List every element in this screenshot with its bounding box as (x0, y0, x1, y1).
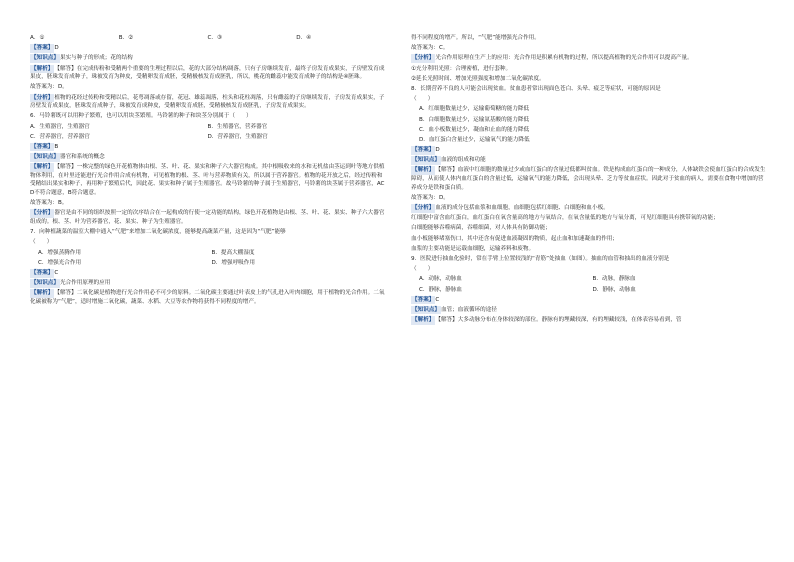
option-item: D．④ (296, 35, 312, 41)
answer-block (30, 153, 385, 162)
option-item: B．生殖器官，营养器官 (207, 123, 268, 130)
section-text: 血液的成分包括血浆和血细胞，血细胞包括红细胞、白细胞和血小板。 (435, 205, 609, 211)
section-text: 血管；血液循环的途径 (440, 306, 497, 313)
option-row (30, 123, 385, 132)
text-line: （ ） (30, 239, 53, 246)
section-text: 植物的花经过传粉和受精以后，花萼凋落或存留，花冠、雄蕊凋落，柱头和花柱凋落，只有雌蕊的子房继续发育，子房发育成果实，子房壁发育成果皮，胚珠发育成种子，珠被发育成种皮，受精卵发育成胚，受精极核发育成胚乳，子房发育成果实。 (30, 94, 385, 110)
answer-block (411, 306, 766, 315)
answer-block (411, 156, 766, 165)
answer-block (411, 146, 766, 155)
section-text: 器官是由不同的组织按照一定的次序结合在一起构成的行使一定功能的结构，绿色开花植物是由根、茎、叶、花、果实、种子六大器官组成的。根、茎、叶为营养器官，花、果实、种子为生殖器官。 (30, 210, 385, 225)
answer-block (30, 94, 385, 111)
section-text: B (54, 143, 59, 150)
option-item: A．增强蒸腾作用 (38, 249, 81, 256)
section-tag: 【分析】 (31, 94, 54, 101)
right-column (411, 34, 766, 562)
option-item: D．静脉，动脉血 (592, 286, 636, 293)
option-item: A．生殖器官，生殖器官 (30, 123, 90, 130)
section-text: 【解答】血液中红细胞的数量过少或血红蛋白的含量过低都叫贫血。铁是构成血红蛋白的一种成分，人体缺铁会使血红蛋白的合成发生障碍，从而使人体内血红蛋白的含量过低，运输氧气的能力降低，会出现头晕、乏力等贫血症状。因此对于贫血的病人，需要在食物中增加的营养成分是铁和蛋白质。 (411, 167, 766, 191)
option-item: C．营养器官，营养器官 (30, 133, 90, 140)
answer-block (30, 44, 385, 53)
text-line: 故答案为：C。 (411, 45, 449, 52)
section-tag: 【分析】 (412, 205, 435, 211)
answer-block (30, 269, 385, 278)
answer-block (30, 163, 385, 197)
section-tag: 【知识点】 (412, 157, 440, 164)
section-text: 果实与种子的形成；花的结构 (59, 55, 133, 62)
text-line: D．血红蛋白含量过少，运输氧气的能力降低 (419, 136, 530, 143)
answer-block (30, 65, 385, 82)
section-tag: 【解析】 (31, 290, 54, 297)
section-text: D (54, 45, 59, 52)
section-text: 【解答】一株完整的绿色开花植物体由根、茎、叶、花、果实和种子六大器官构成。其中根吸收来的水和无机盐由茎运到叶等地方供植物体利用，在叶里还能进行光合作用合成有机物，可见植物的根、茎、叶与营养物质有关，所以属于营养器官。植物的花开放之后，经过传粉和受精结出果实和种子，再用种子繁殖后代，因此花、果实和种子属于生殖器官。故马铃薯的种子属于生殖器官，马铃薯的块茎属于营养器官，ACD不符合题意，B符合题意。 (30, 164, 385, 197)
section-text: 血液的组成和功能 (440, 157, 486, 164)
text-line: （ ） (411, 266, 434, 273)
option-item: A．① (30, 35, 45, 41)
answer-block (411, 166, 766, 192)
text-line: ①充分利用光照：合理密植，进行套种。 (411, 65, 512, 72)
section-tag: 【知识点】 (31, 55, 59, 62)
section-tag: 【知识点】 (31, 280, 59, 287)
option-row (30, 133, 385, 142)
section-tag: 【答案】 (31, 269, 54, 276)
option-row (30, 249, 385, 258)
answer-block (411, 54, 766, 63)
option-item: B．提高大棚湿度 (211, 249, 255, 256)
answer-block (30, 279, 385, 288)
text-line: A．红细胞数量过少，运输葡萄糖的能力降低 (419, 106, 530, 113)
section-tag: 【答案】 (412, 296, 435, 303)
section-tag: 【答案】 (412, 147, 435, 154)
option-item: D．增强呼吸作用 (211, 259, 255, 266)
option-item: C．增强光合作用 (38, 259, 82, 266)
section-text: 【解答】在完成传粉和受精两个重要的生理过程以后，花的大部分结构凋落，只有子房继续发育，最终子房发育成果实，子房壁发育成果皮，胚珠发育成种子，珠被发育为种皮，受精卵发育成胚，受精极核发育成胚乳，所以，桃花的雌蕊中能发育成种子的结构是④胚珠。 (30, 65, 385, 81)
section-text: 器官和系统的概念 (59, 154, 105, 161)
section-tag: 【答案】 (31, 45, 54, 52)
text-line: 7．向种植蔬菜的温室大棚中通入“气肥”来增加二氧化碳浓度，能够提高蔬菜产量，这是因为“气肥”能够 (30, 229, 286, 236)
text-line: ②延长光照时间、增加光照强度和增加二氧化碳浓度。 (411, 75, 545, 82)
section-tag: 【解析】 (412, 167, 435, 174)
section-text: C (54, 269, 59, 276)
section-tag: 【解析】 (412, 317, 435, 324)
section-text: C (435, 296, 440, 303)
option-row (411, 286, 766, 295)
text-line: （ ） (411, 96, 434, 103)
answer-block (411, 296, 766, 305)
text-line: 得不同程度的增产。所以，“气肥”能增强光合作用。 (411, 35, 540, 41)
section-text: D (435, 147, 440, 154)
section-tag: 【知识点】 (31, 154, 59, 161)
text-line: 9．医院进行抽血化验时，常在手臂上位置较浅的“青筋”处抽血（如图）。抽血的血管和抽出的血液分别是 (411, 255, 670, 262)
answer-block (30, 289, 385, 306)
text-line: 白细胞能够吞噬病菌，吞噬细菌，对人体具有防御功能； (411, 225, 551, 232)
text-line: 故答案为：B。 (30, 200, 68, 207)
option-item: B．动脉，静脉血 (592, 276, 636, 283)
answer-block (30, 143, 385, 152)
answer-block (30, 209, 385, 226)
text-line: 血小板能够堵塞伤口，其中还含有促进血液凝固的物质，起止血和加速凝血的作用； (411, 235, 618, 242)
answer-block (30, 54, 385, 63)
option-row (411, 275, 766, 284)
text-line: 故答案为：D。 (30, 84, 68, 91)
section-tag: 【分析】 (31, 210, 54, 217)
section-tag: 【分析】 (412, 55, 435, 62)
option-item: D．营养器官，生殖器官 (207, 133, 268, 140)
section-tag: 【解析】 (31, 65, 54, 72)
section-text: 【解答】大多动脉分布在身体较深的部位。静脉有的埋藏较深，有的埋藏较浅，在体表容易看到，管 (435, 317, 682, 324)
option-item: A．动脉，动脉血 (419, 276, 462, 283)
section-text: 光合作用原理在生产上的应用：光合作用是积累有机物的过程，所以提高植物的光合作用可以提高产量。 (435, 55, 693, 62)
left-column (30, 34, 385, 562)
text-line: 血浆的主要功能是运载血细胞，运输养料和废物。 (411, 245, 535, 252)
text-line: B．白细胞数量过少，运输氨基酸的能力降低 (419, 116, 530, 123)
text-line: 红细胞中富含血红蛋白，血红蛋白在氧含量高的地方与氧结合，在氧含量低的地方与氧分离，可见红细胞具有携带氧的功能； (411, 215, 719, 222)
section-tag: 【解析】 (31, 164, 54, 171)
text-line: C．血小板数量过少，凝血和止血的能力降低 (419, 126, 530, 133)
option-row (30, 259, 385, 268)
section-text: 光合作用原理的应用 (59, 280, 111, 287)
option-row (30, 34, 385, 43)
answer-block (411, 204, 766, 213)
option-item: C．静脉，静脉血 (419, 286, 463, 293)
text-line: 8．长期营养不良的人可能会出现贫血。贫血患者常出现面色苍白、头晕、疲乏等症状，可能的原因是 (411, 85, 661, 92)
section-text: 【解答】二氧化碳是植物进行光合作用必不可少的原料。二氧化碳主要通过叶表皮上的气孔进入叶肉细胞，用于植物的光合作用。二氧化碳被称为“气肥”，适时增施二氧化碳，蔬菜、水稻、大豆等农作物将获得不同程度的增产。 (30, 290, 385, 305)
option-item: C．③ (207, 35, 223, 41)
section-tag: 【知识点】 (412, 306, 440, 313)
section-tag: 【答案】 (31, 143, 54, 150)
answer-block (411, 316, 766, 325)
text-line: 故答案为：D。 (411, 194, 449, 201)
option-item: B．② (118, 35, 134, 41)
text-line: 6．马铃薯既可以用种子繁殖，也可以用块茎繁殖。马铃薯的种子和块茎分别属于（ ） (30, 113, 252, 120)
